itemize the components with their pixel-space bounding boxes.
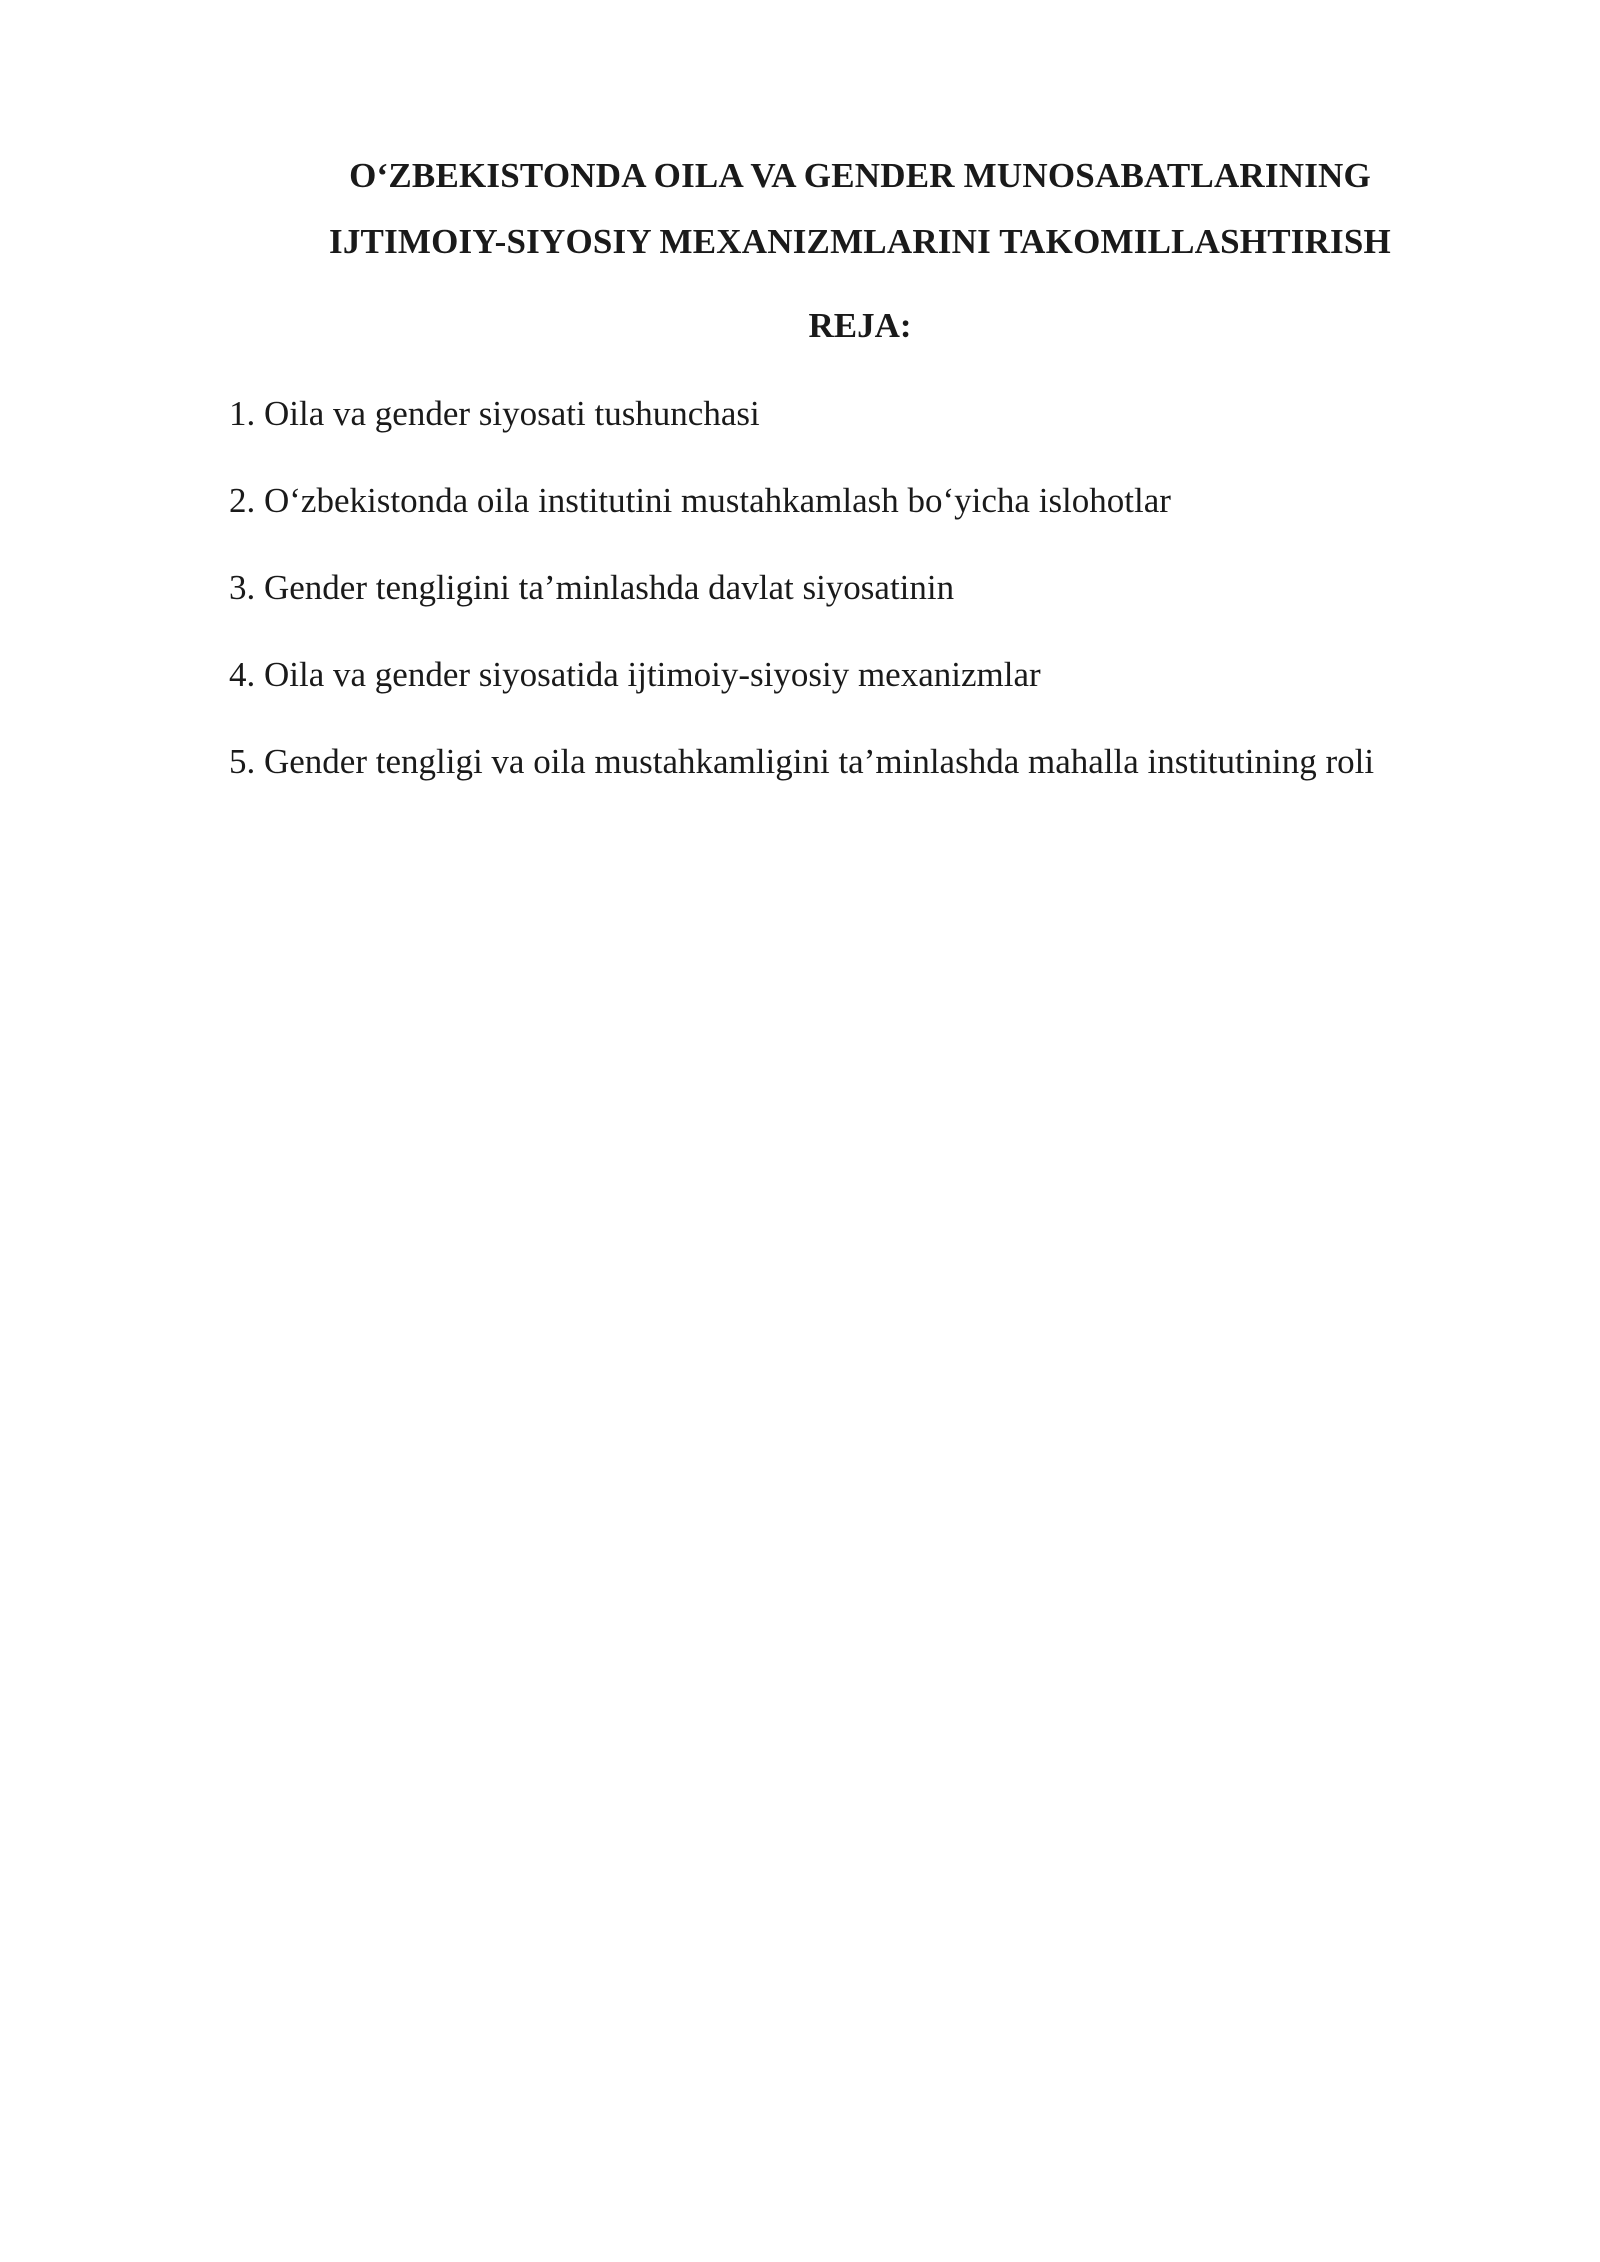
plan-item-1 <box>229 384 1569 471</box>
plan-item-text: Gender tengligini ta’minlashda davlat siyosatinin <box>264 568 955 607</box>
plan-list <box>229 384 1569 819</box>
plan-item-3 <box>229 558 1569 645</box>
plan-item-text: O‘zbekistonda oila institutini mustahkamlash bo‘yicha islohotlar <box>264 481 1171 520</box>
plan-item-text: Oila va gender siyosatida ijtimoiy-siyosiy mexanizmlar <box>264 655 1041 694</box>
plan-item-5 <box>229 732 1569 819</box>
title-line-2: IJTIMOIY-SIYOSIY MEXANIZMLARINI TAKOMILLASHTIRISH <box>329 222 1391 261</box>
plan-item-number: 4. <box>229 655 256 694</box>
plan-item-text: Gender tengligi va oila mustahkamligini ta’minlashda mahalla institutining roli <box>264 742 1375 781</box>
plan-item-number: 2. <box>229 481 256 520</box>
document-title <box>240 143 1480 275</box>
title-line-1: O‘ZBEKISTONDA OILA VA GENDER MUNOSABATLARINING <box>349 156 1371 195</box>
plan-item-text: Oila va gender siyosati tushunchasi <box>264 394 760 433</box>
plan-item-4 <box>229 645 1569 732</box>
plan-item-number: 5. <box>229 742 256 781</box>
plan-item-number: 3. <box>229 568 256 607</box>
plan-item-2 <box>229 471 1569 558</box>
plan-item-number: 1. <box>229 394 256 433</box>
plan-heading: REJA: <box>808 306 912 345</box>
